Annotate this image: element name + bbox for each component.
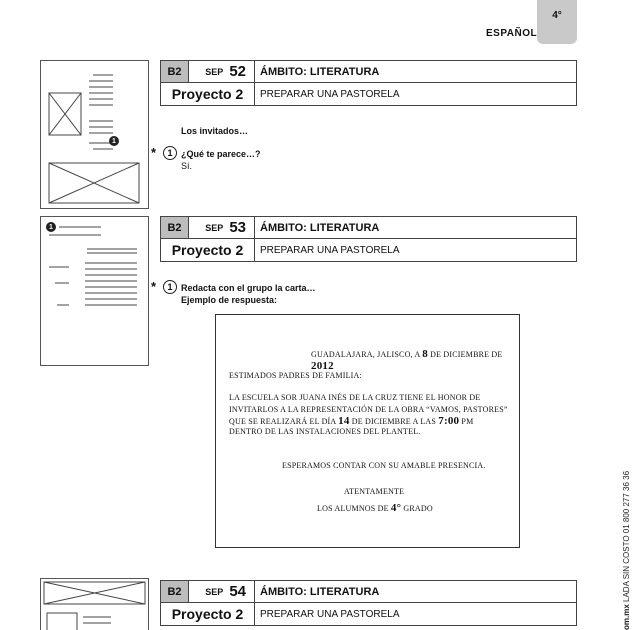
project-label: Proyecto 2 <box>161 603 255 625</box>
thumbnail-sketch <box>41 61 150 210</box>
project-label: Proyecto 2 <box>161 239 255 261</box>
ambito-label: ÁMBITO: LITERATURA <box>260 221 380 234</box>
page-number: 54 <box>229 583 246 600</box>
project-label: Proyecto 2 <box>161 83 255 105</box>
thumbnail-sketch <box>41 217 150 367</box>
section-header-54 <box>160 580 577 627</box>
thumbnail-marker: 1 <box>46 222 56 232</box>
thumbnail-sketch <box>41 579 150 630</box>
page-thumbnail-53 <box>40 216 149 366</box>
activity-number: 1 <box>163 146 177 160</box>
page-number: 52 <box>229 63 246 80</box>
letter-place-date: GUADALAJARA, JALISCO, A 8 DE DICIEMBRE DE 2012 <box>311 348 503 372</box>
project-title: PREPARAR UNA PASTORELA <box>260 88 400 100</box>
letter-body-line-3: QUE SE REALIZARÁ EL DÍA 14 DE DICIEMBRE A LAS 7:00 PM <box>229 415 474 427</box>
ambito-label: ÁMBITO: LITERATURA <box>260 65 380 78</box>
sep-label: SEP <box>205 222 224 233</box>
page-thumbnail-52 <box>40 60 149 209</box>
thumbnail-marker: 1 <box>109 136 119 146</box>
grade-tab: 4° <box>537 0 577 44</box>
letter-closing: ESPERAMOS CONTAR CON SU AMABLE PRESENCIA. <box>282 461 486 470</box>
page-thumbnail-54 <box>40 578 149 630</box>
answer-text: Sí. <box>181 161 193 171</box>
side-contact-text: om.mx LADA SIN COSTO 01 800 277 36 36 <box>622 470 631 630</box>
example-label: Ejemplo de respuesta: <box>181 295 278 305</box>
section-header-52 <box>160 60 577 107</box>
letter-greeting: ESTIMADOS PADRES DE FAMILIA: <box>229 371 362 380</box>
intro-text: Los invitados… <box>181 126 249 136</box>
letter-body-line-4: DENTRO DE LAS INSTALACIONES DEL PLANTEL. <box>229 427 421 436</box>
section-header-53 <box>160 216 577 263</box>
letter-body-line-1: LA ESCUELA SOR JUANA INÉS DE LA CRUZ TIENE EL HONOR DE <box>229 393 481 402</box>
star-icon: * <box>151 279 157 294</box>
sep-label: SEP <box>205 66 224 77</box>
subject-label: ESPAÑOL <box>486 28 538 39</box>
ambito-label: ÁMBITO: LITERATURA <box>260 585 380 598</box>
activity-number: 1 <box>163 280 177 294</box>
letter-regards: ATENTAMENTE <box>344 487 405 496</box>
block-label: B2 <box>161 217 189 238</box>
block-label: B2 <box>161 61 189 82</box>
page-number: 53 <box>229 219 246 236</box>
instruction-text: Redacta con el grupo la carta… <box>181 283 316 293</box>
letter-signature: LOS ALUMNOS DE 4° GRADO <box>317 502 433 514</box>
sep-label: SEP <box>205 586 224 597</box>
star-icon: * <box>151 145 157 160</box>
project-title: PREPARAR UNA PASTORELA <box>260 608 400 620</box>
question-text: ¿Qué te parece…? <box>181 149 261 159</box>
block-label: B2 <box>161 581 189 602</box>
invitation-letter <box>215 314 520 548</box>
letter-body-line-2: INVITARLOS A LA REPRESENTACIÓN DE LA OBRA “VAMOS, PASTORES” <box>229 405 508 414</box>
project-title: PREPARAR UNA PASTORELA <box>260 244 400 256</box>
